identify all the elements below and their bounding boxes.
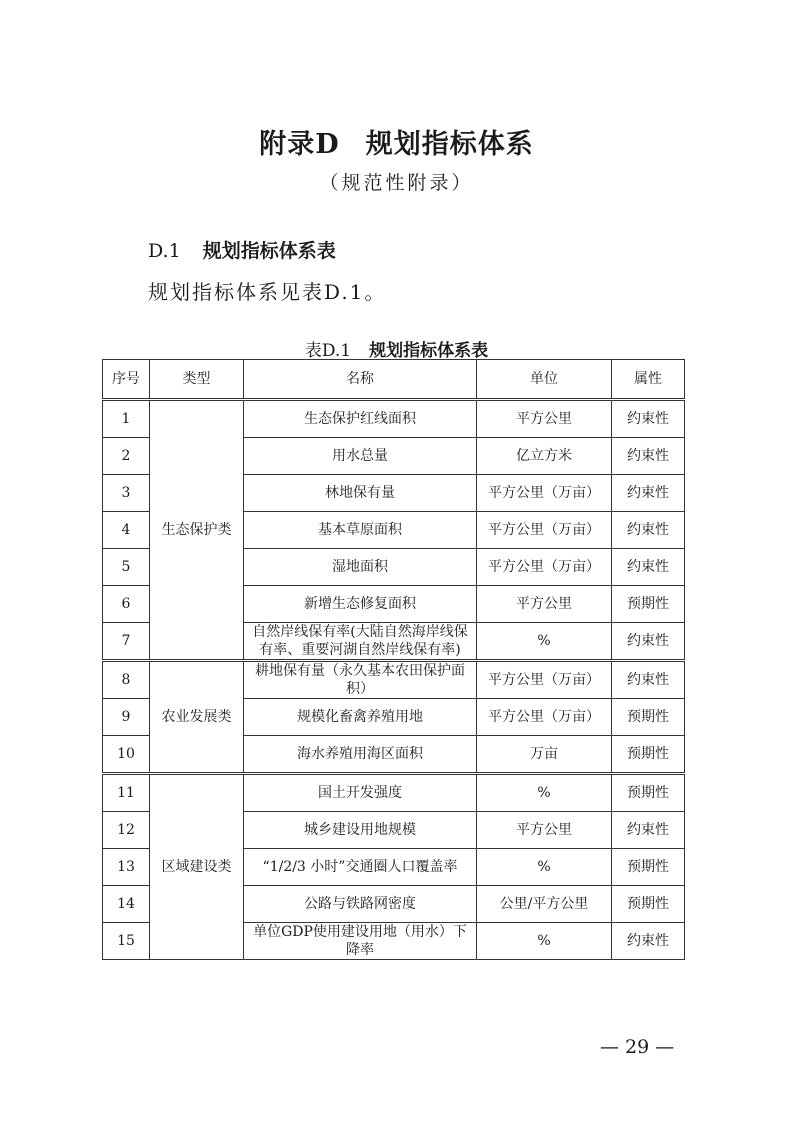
cell-unit: 平方公里	[477, 812, 612, 849]
table-row	[103, 774, 685, 812]
cell-attr: 预期性	[612, 886, 685, 923]
cell-no: 2	[103, 438, 150, 475]
appendix-subtitle: （规范性附录）	[319, 172, 474, 194]
cell-unit: %	[477, 774, 612, 812]
table-caption	[0, 336, 793, 361]
cell-attr: 约束性	[612, 512, 685, 549]
cell-name: 新增生态修复面积	[244, 586, 477, 623]
header-type: 类型	[150, 360, 244, 400]
cell-name: 湿地面积	[244, 549, 477, 586]
cell-name: 耕地保有量（永久基本农田保护面积）	[244, 661, 477, 699]
cell-name: 生态保护红线面积	[244, 400, 477, 438]
cell-unit: %	[477, 923, 612, 960]
section-heading	[148, 236, 336, 263]
table-row	[103, 400, 685, 438]
cell-unit: 万亩	[477, 736, 612, 774]
cell-unit: 平方公里（万亩）	[477, 475, 612, 512]
cell-unit: 平方公里（万亩）	[477, 549, 612, 586]
cell-attr: 预期性	[612, 849, 685, 886]
cell-unit: 公里/平方公里	[477, 886, 612, 923]
cell-no: 7	[103, 623, 150, 661]
cell-unit: 平方公里	[477, 586, 612, 623]
cell-no: 9	[103, 699, 150, 736]
cell-no: 11	[103, 774, 150, 812]
cell-attr: 预期性	[612, 736, 685, 774]
cell-name: 城乡建设用地规模	[244, 812, 477, 849]
table-caption-number: 表D.1	[304, 341, 352, 361]
cell-name: 国土开发强度	[244, 774, 477, 812]
appendix-label: 附录D	[259, 129, 340, 160]
table-header-row	[103, 360, 685, 400]
indicator-table	[102, 359, 685, 960]
page-number: — 29 —	[600, 1036, 675, 1058]
cell-unit: 亿立方米	[477, 438, 612, 475]
cell-no: 5	[103, 549, 150, 586]
cell-attr: 约束性	[612, 623, 685, 661]
cell-no: 15	[103, 923, 150, 960]
cell-unit: 平方公里	[477, 400, 612, 438]
cell-attr: 预期性	[612, 699, 685, 736]
cell-name: 用水总量	[244, 438, 477, 475]
cell-unit: 平方公里（万亩）	[477, 512, 612, 549]
appendix-title	[0, 122, 793, 161]
cell-attr: 预期性	[612, 774, 685, 812]
cell-type: 区域建设类	[150, 774, 244, 960]
cell-no: 12	[103, 812, 150, 849]
header-attr: 属性	[612, 360, 685, 400]
body-paragraph: 规划指标体系见表D.1。	[148, 280, 387, 304]
cell-name: 基本草原面积	[244, 512, 477, 549]
cell-name: 自然岸线保有率(大陆自然海岸线保有率、重要河湖自然岸线保有率)	[244, 623, 477, 661]
cell-name: 单位GDP使用建设用地（用水）下降率	[244, 923, 477, 960]
cell-attr: 约束性	[612, 812, 685, 849]
cell-unit: %	[477, 849, 612, 886]
cell-no: 1	[103, 400, 150, 438]
section-number: D.1	[148, 240, 181, 262]
cell-attr: 约束性	[612, 661, 685, 699]
cell-unit: %	[477, 623, 612, 661]
header-name: 名称	[244, 360, 477, 400]
cell-no: 8	[103, 661, 150, 699]
cell-name: “1/2/3 小时”交通圈人口覆盖率	[244, 849, 477, 886]
cell-attr: 约束性	[612, 438, 685, 475]
cell-no: 13	[103, 849, 150, 886]
cell-name: 公路与铁路网密度	[244, 886, 477, 923]
cell-no: 14	[103, 886, 150, 923]
header-no: 序号	[103, 360, 150, 400]
cell-unit: 平方公里（万亩）	[477, 661, 612, 699]
cell-unit: 平方公里（万亩）	[477, 699, 612, 736]
cell-attr: 约束性	[612, 923, 685, 960]
cell-name: 海水养殖用海区面积	[244, 736, 477, 774]
cell-attr: 约束性	[612, 549, 685, 586]
header-unit: 单位	[477, 360, 612, 400]
cell-type: 生态保护类	[150, 400, 244, 661]
cell-name: 规模化畜禽养殖用地	[244, 699, 477, 736]
cell-attr: 约束性	[612, 475, 685, 512]
table-caption-title: 规划指标体系表	[369, 341, 489, 361]
cell-no: 4	[103, 512, 150, 549]
table-row	[103, 661, 685, 699]
cell-attr: 约束性	[612, 400, 685, 438]
cell-no: 3	[103, 475, 150, 512]
cell-no: 10	[103, 736, 150, 774]
cell-name: 林地保有量	[244, 475, 477, 512]
cell-no: 6	[103, 586, 150, 623]
cell-attr: 预期性	[612, 586, 685, 623]
cell-type: 农业发展类	[150, 661, 244, 774]
section-title: 规划指标体系表	[202, 240, 336, 262]
appendix-title-text: 规划指标体系	[365, 129, 534, 160]
